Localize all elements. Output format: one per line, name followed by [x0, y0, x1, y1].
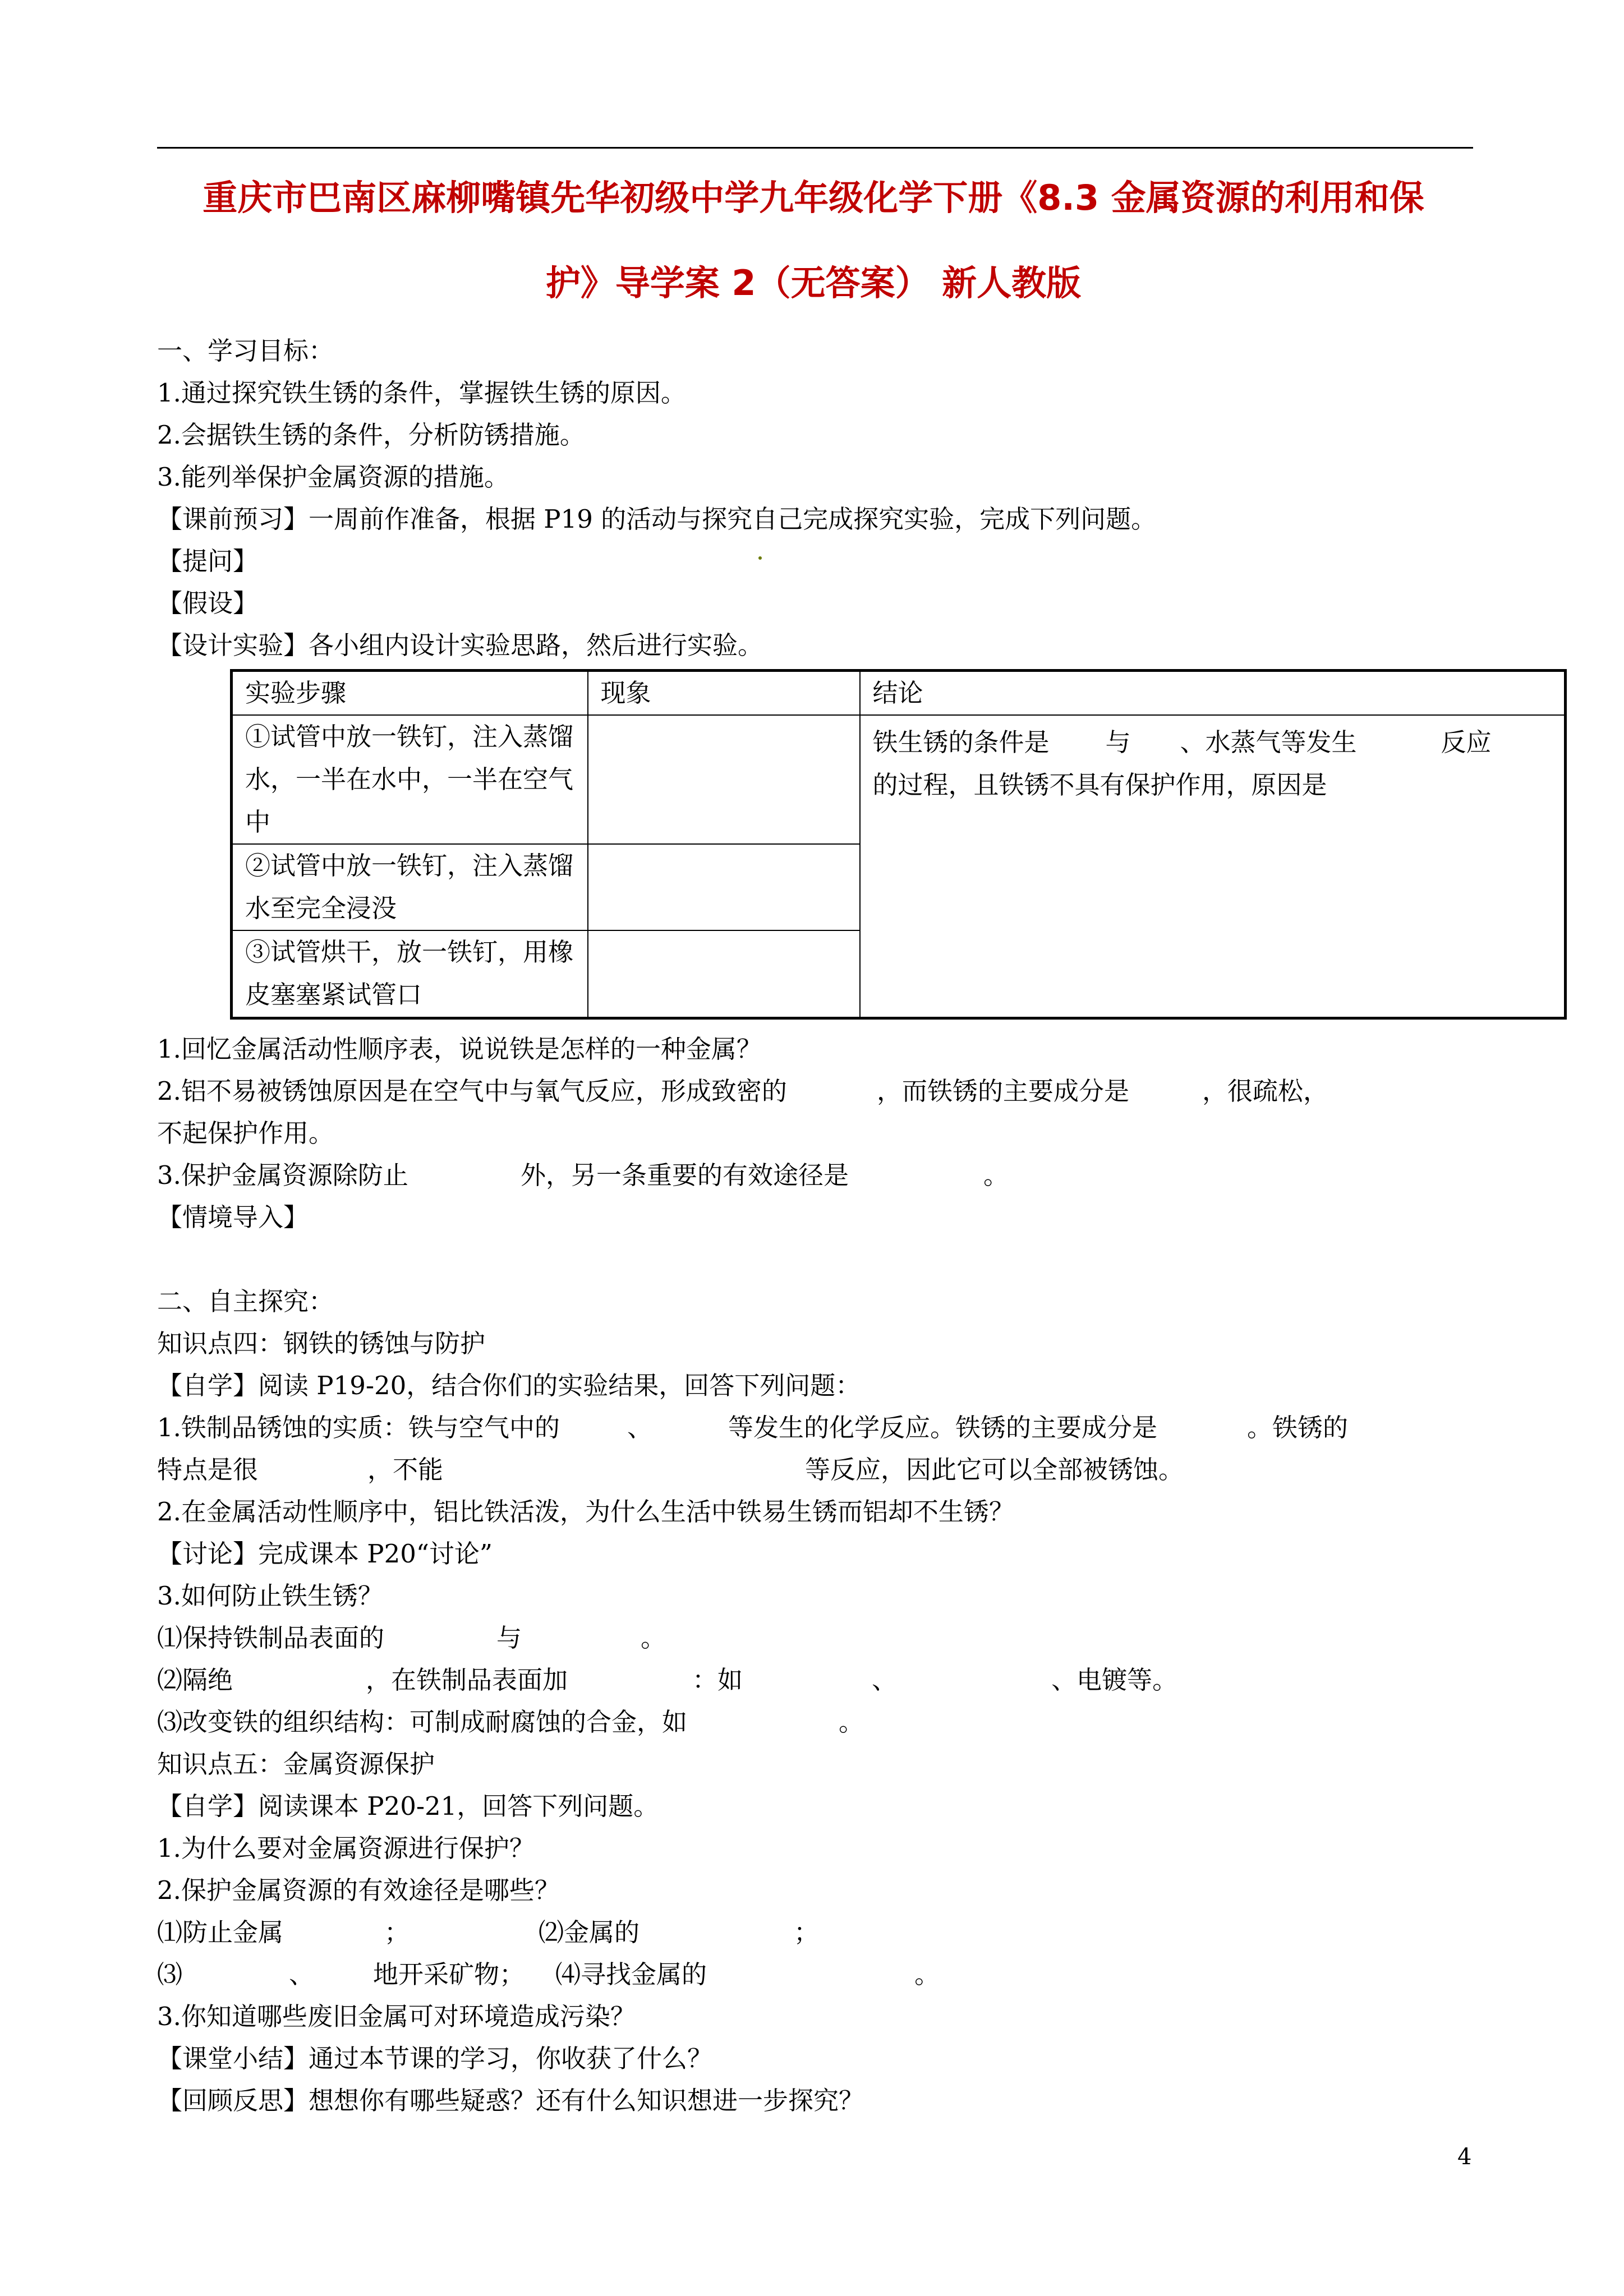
question-1: 1.回忆金属活动性顺序表，说说铁是怎样的一种金属？ [157, 1034, 762, 1064]
phenomenon-1 [588, 715, 860, 844]
prevent-2: ⑵隔绝 ，在铁制品表面加 ：如 、 、电镀等。 [157, 1665, 1178, 1695]
step-2: ②试管中放一铁钉，注入蒸馏水至完全浸没 [232, 844, 588, 930]
prevent-3: ⑶改变铁的组织结构：可制成耐腐蚀的合金，如 。 [157, 1707, 864, 1737]
question-2-cont: 不起保护作用。 [157, 1118, 334, 1148]
step-1: ①试管中放一铁钉，注入蒸馏水，一半在水中，一半在空气中 [232, 715, 588, 844]
conclusion-a: 铁生锈的条件是 [872, 727, 1050, 757]
reflection: 【回顾反思】想想你有哪些疑惑？还有什么知识想进一步探究？ [157, 2086, 864, 2115]
discussion-label: 【讨论】完成课本 P20“讨论” [157, 1539, 493, 1569]
self-study-1: 【自学】阅读 P19-20，结合你们的实验结果，回答下列问题： [157, 1371, 861, 1400]
goal-2: 2.会据铁生锈的条件，分析防锈措施。 [157, 420, 585, 450]
preview-text: 【课前预习】一周前作准备，根据 P19 的活动与探究自己完成探究实验，完成下列问题。 [157, 504, 1157, 534]
section-2-heading: 二、自主探究： [157, 1287, 334, 1316]
experiment-table [230, 669, 1567, 1020]
goal-1: 1.通过探究铁生锈的条件，掌握铁生锈的原因。 [157, 378, 686, 408]
self-study-2: 【自学】阅读课本 P20-21，回答下列问题。 [157, 1791, 659, 1821]
conclusion-b: 与 [1105, 727, 1131, 757]
phenomenon-3 [588, 930, 860, 1018]
conclusion-c: 、水蒸气等发生 [1180, 727, 1357, 757]
way-3-4: ⑶ 、 地开采矿物； ⑷寻找金属的 。 [157, 1960, 940, 1989]
prevent-1: ⑴保持铁制品表面的 与 。 [157, 1623, 666, 1653]
phenomenon-2 [588, 844, 860, 930]
section-1-heading: 一、学习目标： [157, 336, 334, 366]
title-line-1: 重庆市巴南区麻柳嘴镇先华初级中学九年级化学下册《8.3 金属资源的利用和保 [203, 177, 1424, 218]
header-rule [157, 147, 1473, 149]
title-line-2: 护》导学案 2（无答案） 新人教版 [545, 262, 1082, 303]
situation-label: 【情境导入】 [157, 1202, 309, 1232]
resource-question-2: 2.保护金属资源的有效途径是哪些？ [157, 1875, 560, 1905]
resource-question-1: 1.为什么要对金属资源进行保护？ [157, 1833, 535, 1863]
header-phenomenon: 现象 [588, 671, 860, 716]
aluminum-question: 2.在金属活动性顺序中，铝比铁活泼，为什么生活中铁易生锈而铝却不生锈？ [157, 1497, 1014, 1527]
knowledge-point-4: 知识点四：钢铁的锈蚀与防护 [157, 1329, 486, 1358]
goal-3: 3.能列举保护金属资源的措施。 [157, 462, 509, 492]
page-number: 4 [1457, 2144, 1472, 2170]
conclusion-cell [860, 715, 1566, 1018]
conclusion-d: 反应 [1441, 727, 1492, 757]
question-3: 3.保护金属资源除防止 外，另一条重要的有效途径是 。 [157, 1160, 1009, 1190]
resource-question-3: 3.你知道哪些废旧金属可对环境造成污染？ [157, 2002, 636, 2031]
ask-label: 【提问】 [157, 546, 259, 576]
class-summary: 【课堂小结】通过本节课的学习，你收获了什么？ [157, 2044, 713, 2073]
header-conclusion: 结论 [860, 671, 1566, 716]
knowledge-point-5: 知识点五：金属资源保护 [157, 1749, 435, 1779]
design-text: 【设计实验】各小组内设计实验思路，然后进行实验。 [157, 630, 763, 660]
conclusion-e: 的过程，且铁锈不具有保护作用，原因是 [872, 770, 1327, 800]
header-steps: 实验步骤 [232, 671, 588, 716]
stray-dot [758, 556, 762, 560]
step-3: ③试管烘干，放一铁钉，用橡皮塞塞紧试管口 [232, 930, 588, 1018]
rust-essence: 1.铁制品锈蚀的实质：铁与空气中的 、 等发生的化学反应。铁锈的主要成分是 。铁锈的 [157, 1413, 1348, 1442]
prevent-question: 3.如何防止铁生锈？ [157, 1581, 383, 1611]
question-2: 2.铝不易被锈蚀原因是在空气中与氧气反应，形成致密的 ，而铁锈的主要成分是 ，很疏松， [157, 1076, 1328, 1106]
hypothesis-label: 【假设】 [157, 588, 259, 618]
way-1-2: ⑴防止金属 ； ⑵金属的 ； [157, 1917, 820, 1947]
rust-feature: 特点是很 ，不能 等反应，因此它可以全部被锈蚀。 [157, 1455, 1184, 1484]
